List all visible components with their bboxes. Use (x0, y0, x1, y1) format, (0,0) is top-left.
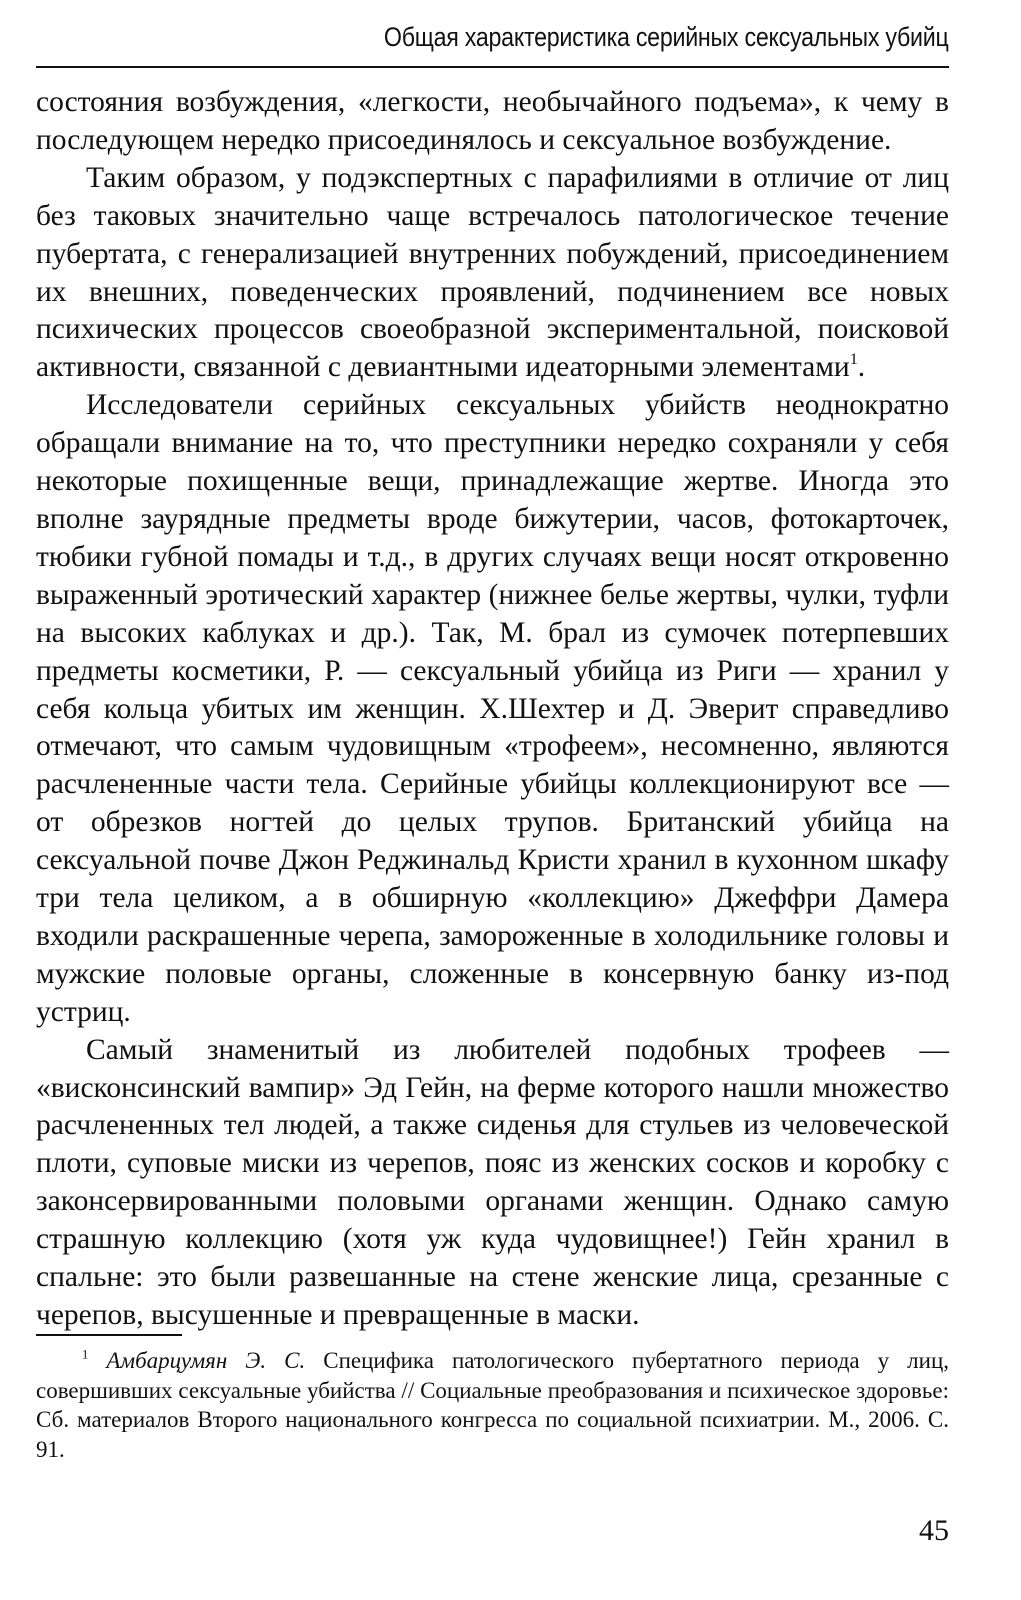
paragraph-2-text: Таким образом, у подэкспертных с парафилиями в отличие от лиц без таковых значительно чаще встречалось патологическое течение пубертата, с генерализацией внутренних побуждений, присоединением их внешних, поведенческих проявлений, подчинением все новых психических процессов своеобразной экспериментальной, поисковой активности, связанной с девиантными идеаторными элементами (36, 161, 949, 384)
paragraph-1: состояния возбуждения, «легкости, необычайного подъема», к чему в последующем нередко присоединялось и сексуальное возбуждение. (36, 86, 949, 156)
running-title: Общая характеристика серийных сексуальных убийц (384, 22, 949, 52)
paragraph-2 (36, 160, 949, 387)
footnote-text: Специфика патологического пубертатного периода у лиц, совершивших сексуальные убийства // Социальные преобразования и психическое здоровье: Сб. материалов Второго национального конгресса по социальной психиатрии. М., 2006. С. 91. (36, 1348, 949, 1462)
paragraph-3: Исследователи серийных сексуальных убийств неоднократно обращали внимание на то, что преступники нередко сохраняли у себя некоторые похищенные вещи, принадлежащие жертве. Иногда это вполне заурядные предметы вроде бижутерии, часов, фотокарточек, тюбики губной помады и т.д., в других случаях вещи носят откровенно выраженный эротический характер (нижнее белье жертвы, чулки, туфли на высоких каблуках и др.). Так, М. брал из сумочек потерпевших предметы косметики, Р. — сексуальный убийца из Риги — хранил у себя кольца убитых им женщин. Х.Шехтер и Д. Эверит справедливо отмечают, что самым чудовищным «трофеем», несомненно, являются расчлененные части тела. Серийные убийцы коллекционируют все — от обрезков ногтей до целых трупов. Британский убийца на сексуальной почве Джон Реджинальд Кристи хранил в кухонном шкафу три тела целиком, а в обширную «коллекцию» Джеффри Дамера входили раскрашенные черепа, замороженные в холодильнике головы и мужские половые органы, сложенные в консервную банку из-под устриц. (36, 389, 949, 1028)
footnote-marker: 1 (82, 1347, 89, 1362)
paragraph-2-end: . (857, 351, 866, 384)
page-number: 45 (919, 1514, 949, 1547)
paragraph-4: Самый знаменитый из любителей подобных трофеев — «висконсинский вампир» Эд Гейн, на ферме которого нашли множество расчлененных тел людей, а также сиденья для стульев из человеческой плоти, суповые миски из черепов, пояс из женских сосков и коробку с законсервированными половыми органами женщин. Однако самую страшную коллекцию (хотя уж куда чудовищнее!) Гейн хранил в спальне: это были развешанные на стене женские лица, срезанные с черепов, высушенные и превращенные в маски. (36, 1033, 949, 1331)
header-rule (36, 66, 949, 68)
footnote-rule (36, 1334, 182, 1336)
footnote-author: Амбарцумян Э. С. (106, 1348, 306, 1373)
main-text (36, 84, 949, 1335)
book-page (36, 0, 949, 1600)
footnote-reference: 1 (849, 350, 858, 369)
footnote (36, 1346, 949, 1464)
